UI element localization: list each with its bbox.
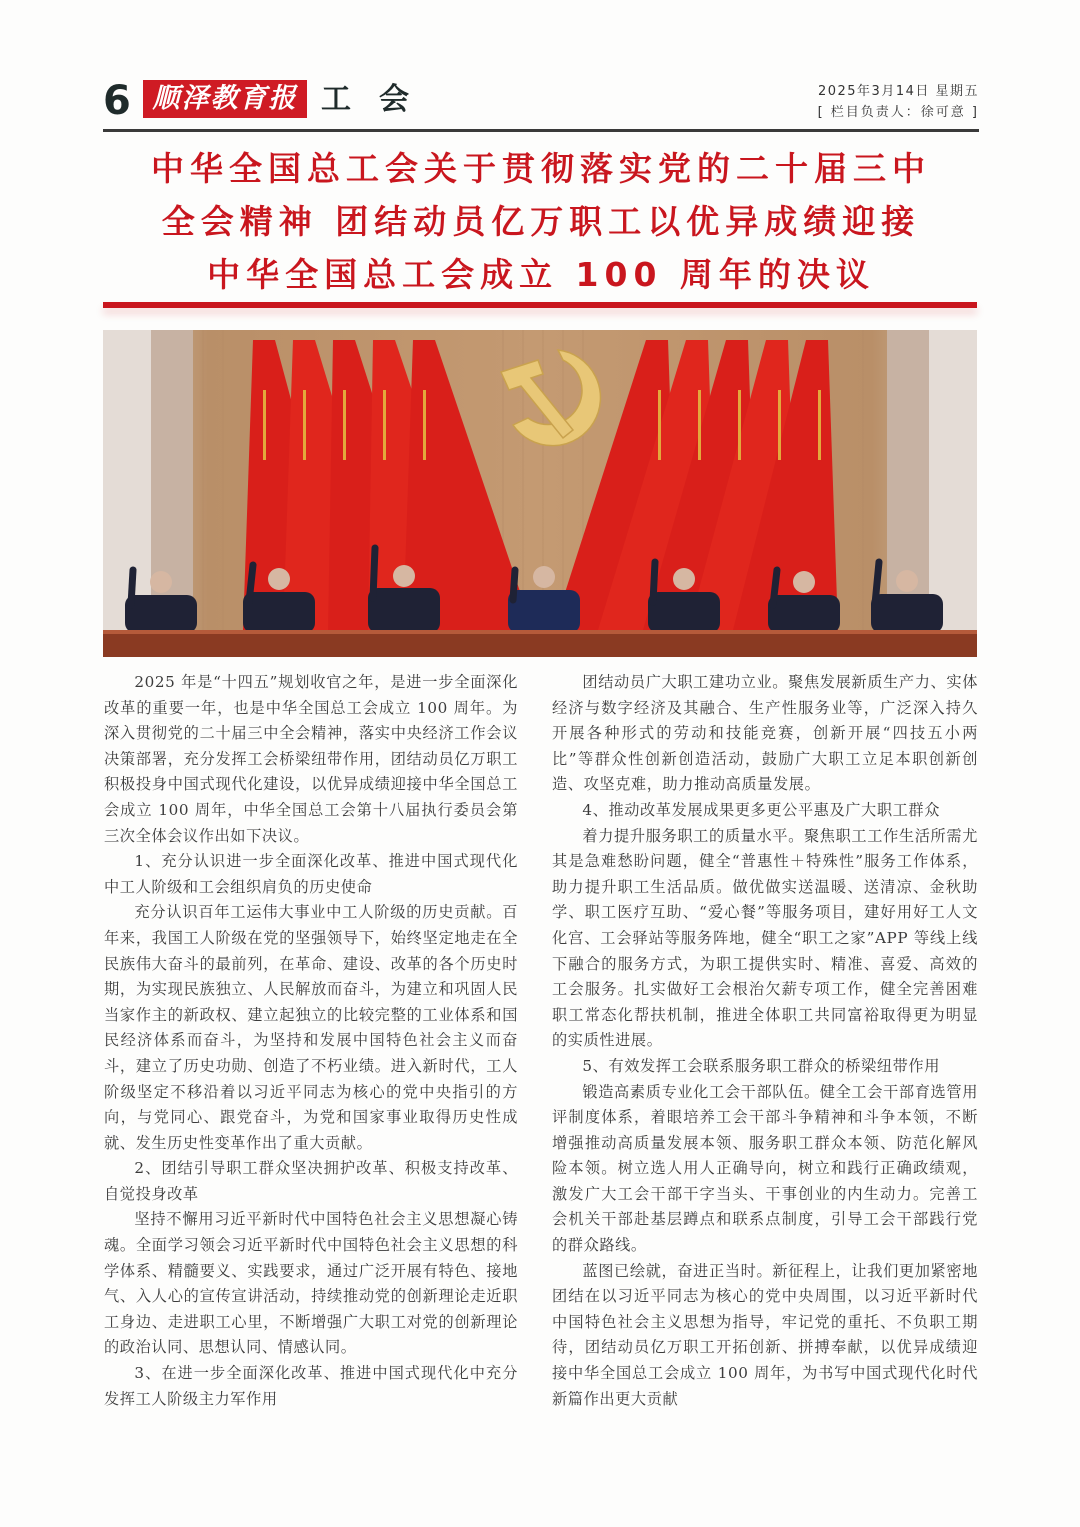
paragraph: 坚持不懈用习近平新时代中国特色社会主义思想凝心铸魂。全面学习领会习近平新时代中国特色社会主义思想的科学体系、精髓要义、实践要求，通过广泛开展有特色、接地气、入人心的宣传宣讲活动，持续推动党的创新理论走近职工身边、走进职工心里，不断增强广大职工对党的创新理论的政治认同、思想认同、情感认同。: [104, 1210, 518, 1357]
article-column-right: [552, 670, 978, 1412]
column-editor: [ 栏目负责人：徐可意 ]: [817, 105, 979, 120]
masthead: [103, 78, 979, 130]
party-emblem-icon: [501, 350, 600, 446]
article-column-left: [104, 670, 518, 1412]
headline-line-2: 全会精神 团结动员亿万职工以优异成绩迎接: [161, 202, 921, 241]
masthead-divider: [103, 129, 979, 132]
article-headline: [103, 142, 979, 301]
meeting-photo: [103, 330, 977, 657]
paragraph-intro: 2025 年是“十四五”规划收官之年，是进一步全面深化改革的重要一年，也是中华全国总工会成立 100 周年。为深入贯彻党的二十届三中全会精神，落实中央经济工作会议决策部署，充分发挥工会桥梁纽带作用，团结动员亿万职工积极投身中国式现代化建设，以优异成绩迎接中华全国总工会成立 100 周年，中华全国总工会第十八届执行委员会第三次全体会议作出如下决议。: [104, 673, 518, 845]
paragraph-conclusion: 蓝图已绘就，奋进正当时。新征程上，让我们更加紧密地团结在以习近平同志为核心的党中央周围，以习近平新时代中国特色社会主义思想为指导，牢记党的重托、不负职工期待，团结动员亿万职工开拓创新、拼搏奉献，以优异成绩迎接中华全国总工会成立 100 周年，为书写中国式现代化时代新篇作出更大贡献: [552, 1261, 978, 1408]
paragraph: 着力提升服务职工的质量水平。聚焦职工工作生活所需尤其是急难愁盼问题，健全“普惠性＋特殊性”服务工作体系，助力提升职工生活品质。做优做实送温暖、送清凉、金秋助学、职工医疗互助、“爱心餐”等服务项目，建好用好工人文化宫、工会驿站等服务阵地，健全“职工之家”APP 等线上线下融合的服务方式，为职工提供实时、精准、喜爱、高效的工会服务。扎实做好工会根治欠薪专项工作，健全完善困难职工常态化帮扶机制，推进全体职工共同富裕取得更为明显的实质性进展。: [552, 826, 978, 1050]
page-number: 6: [103, 78, 131, 124]
section-title: 工会: [321, 82, 437, 117]
headline-divider: [103, 302, 977, 308]
section-heading-3: 3、在进一步全面深化改革、推进中国式现代化中充分发挥工人阶级主力军作用: [104, 1364, 518, 1408]
newspaper-name-logo: 顺泽教育报: [143, 80, 307, 118]
section-heading-5: 5、有效发挥工会联系服务职工群众的桥梁纽带作用: [582, 1056, 940, 1075]
headline-line-1: 中华全国总工会关于贯彻落实党的二十届三中: [151, 149, 931, 188]
headline-line-3: 中华全国总工会成立 100 周年的决议: [207, 255, 875, 294]
paragraph: 锻造高素质专业化工会干部队伍。健全工会干部育选管用评制度体系，着眼培养工会干部斗争精神和斗争本领，不断增强推动高质量发展本领、服务职工群众本领、防范化解风险本领。树立选人用人正确导向，树立和践行正确政绩观，激发广大工会干部干字当头、干事创业的内生动力。完善工会机关干部赴基层蹲点和联系点制度，引导工会干部践行党的群众路线。: [552, 1082, 978, 1255]
meeting-photo-illustration: [103, 330, 977, 657]
section-heading-4: 4、推动改革发展成果更多更公平惠及广大职工群众: [582, 800, 940, 819]
section-heading-1: 1、充分认识进一步全面深化改革、推进中国式现代化中工人阶级和工会组织肩负的历史使命: [104, 852, 518, 896]
paragraph: 团结动员广大职工建功立业。聚焦发展新质生产力、实体经济与数字经济及其融合、生产性服务业等，广泛深入持久开展各种形式的劳动和技能竞赛，创新开展“四技五小两比”等群众性创新创造活动，鼓励广大职工立足本职创新创造、攻坚克难，助力推动高质量发展。: [552, 673, 978, 794]
issue-date: 2025年3月14日 星期五: [817, 84, 979, 99]
paragraph: 充分认识百年工运伟大事业中工人阶级的历史贡献。百年来，我国工人阶级在党的坚强领导下，始终坚定地走在全民族伟大奋斗的最前列，在革命、建设、改革的各个历史时期，为实现民族独立、人民解放而奋斗，为建立和巩固人民当家作主的新政权、建立起独立的比较完整的工业体系和国民经济体系而奋斗，为坚持和发展中国特色社会主义而奋斗，建立了历史功勋、创造了不朽业绩。进入新时代，工人阶级坚定不移沿着以习近平同志为核心的党中央指引的方向，与党同心、跟党奋斗，为党和国家事业取得历史性成就、发生历史性变革作出了重大贡献。: [104, 903, 518, 1152]
section-heading-2: 2、团结引导职工群众坚决拥护改革、积极支持改革、自觉投身改革: [104, 1159, 518, 1203]
